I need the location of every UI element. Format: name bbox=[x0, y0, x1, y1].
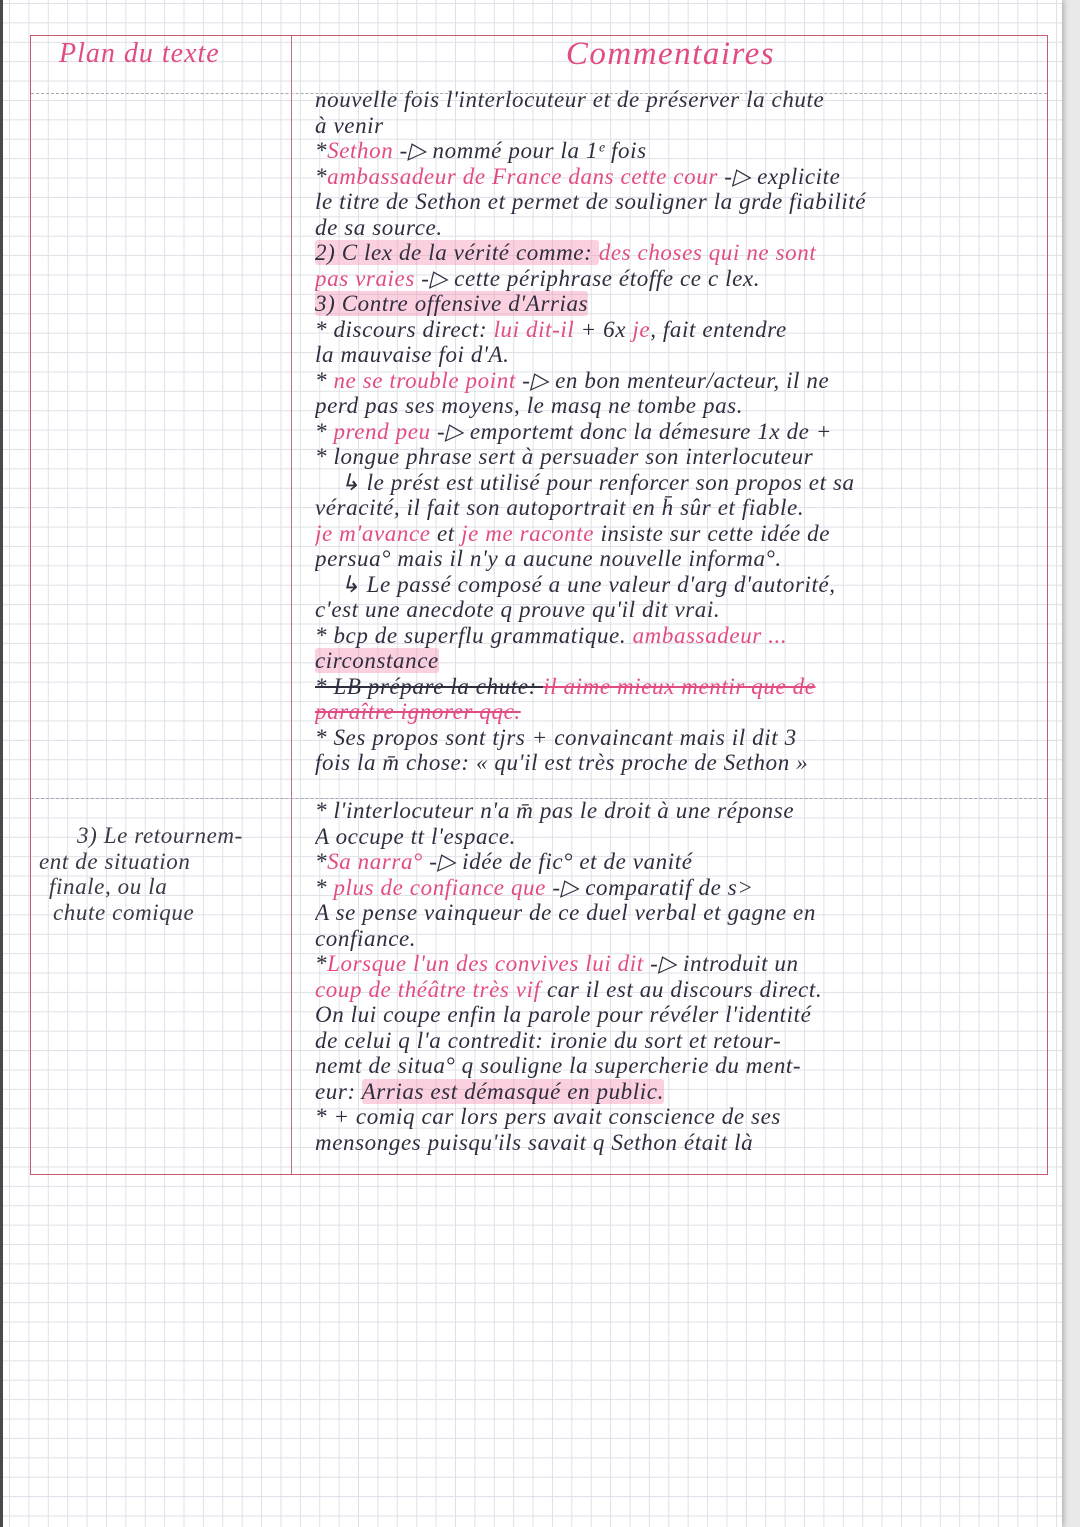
note-line bbox=[315, 725, 1043, 751]
note-line bbox=[315, 798, 1043, 824]
note-line bbox=[315, 521, 1043, 547]
pink-ink-text: je me raconte bbox=[461, 520, 595, 546]
ink-text: , fait entendre bbox=[650, 316, 787, 342]
note-line bbox=[315, 138, 1043, 164]
ink-text: insiste sur cette idée de bbox=[594, 520, 831, 546]
pink-ink-text: plus de confiance que bbox=[333, 874, 546, 900]
note-line bbox=[315, 1104, 1043, 1130]
struck-text: paraître ignorer qqc. bbox=[315, 699, 521, 724]
ink-text: ↳ Le passé composé a une valeur d'arg d'autorité, bbox=[315, 571, 836, 597]
note-line bbox=[315, 977, 1043, 1003]
ink-text: ↳ le prést est utilisé pour renforcer son propos et sa bbox=[315, 469, 855, 495]
ink-text: + 6x bbox=[574, 316, 633, 342]
ink-text: * bbox=[315, 951, 328, 976]
note-line bbox=[315, 674, 1043, 700]
ink-text: perd pas ses moyens, le masq ne tombe pas. bbox=[315, 393, 744, 418]
section-2-plan bbox=[39, 823, 287, 925]
pink-ink-text: pas vraies bbox=[315, 265, 415, 291]
struck-text: il aime mieux mentir que de bbox=[543, 673, 816, 699]
ink-text: nemt de situa° q souligne la supercherie du ment- bbox=[315, 1053, 802, 1078]
ink-text: véracité, il fait son autoportrait en h̄ sûr et fiable. bbox=[315, 495, 805, 520]
note-line bbox=[315, 317, 1043, 343]
pink-ink-text: Sethon bbox=[327, 138, 394, 163]
ink-text: à venir bbox=[315, 112, 384, 138]
pink-ink-text: je m'avance bbox=[315, 520, 431, 546]
pink-ink-text: Sa narra° bbox=[327, 849, 423, 874]
note-line bbox=[315, 495, 1043, 521]
comments-column-header: Commentaires bbox=[565, 36, 776, 72]
ink-text: et bbox=[430, 520, 462, 546]
note-line bbox=[315, 824, 1043, 850]
note-line bbox=[315, 648, 1043, 674]
pink-ink-text: ne se trouble point bbox=[333, 367, 516, 393]
plan-line: ent de situation bbox=[39, 848, 191, 874]
ink-text: confiance. bbox=[315, 925, 417, 951]
pink-ink-text: prend peu bbox=[333, 418, 431, 444]
ink-text: c'est une anecdote q prouve qu'il dit vrai. bbox=[315, 597, 721, 622]
column-divider bbox=[291, 36, 292, 1174]
note-line bbox=[315, 419, 1043, 445]
note-line bbox=[315, 926, 1043, 952]
highlighted-text: 3) Contre offensive d'Arrias bbox=[315, 291, 589, 316]
ink-text: le titre de Sethon et permet de souligner la grde fiabilité bbox=[315, 189, 867, 214]
plan-column-header: Plan du texte bbox=[59, 38, 220, 69]
ink-text: eur: bbox=[315, 1078, 362, 1104]
note-line bbox=[315, 87, 1043, 113]
highlighted-text: circonstance bbox=[315, 648, 439, 673]
highlighted-text: 2) C lex de la vérité comme: bbox=[315, 240, 599, 265]
ink-text: -▷ idée de fic° et de vanité bbox=[422, 849, 693, 874]
ink-text: * + comiq car lors pers avait conscience de ses bbox=[315, 1104, 781, 1129]
ink-text: de celui q l'a contredit: ironie du sort et retour- bbox=[315, 1027, 782, 1053]
note-line bbox=[315, 291, 1043, 317]
ink-text: * bbox=[315, 138, 328, 163]
ink-text: -▷ nommé pour la 1ᵉ fois bbox=[393, 138, 647, 163]
section-1-comments bbox=[315, 87, 1043, 776]
ink-text: la mauvaise foi d'A. bbox=[315, 342, 510, 367]
note-line bbox=[315, 1028, 1043, 1054]
note-line bbox=[315, 1079, 1043, 1105]
note-line bbox=[315, 164, 1043, 190]
note-line bbox=[315, 444, 1043, 470]
note-line bbox=[315, 699, 1043, 725]
ink-text: -▷ comparatif de s> bbox=[545, 874, 754, 900]
ink-text: * bbox=[315, 163, 328, 189]
ink-text: * bbox=[315, 874, 334, 900]
ink-text: -▷ introduit un bbox=[643, 951, 799, 976]
ink-text: * bcp de superflu grammatique. bbox=[315, 622, 633, 648]
note-line bbox=[315, 1053, 1043, 1079]
ink-text: A se pense vainqueur de ce duel verbal et gagne en bbox=[315, 900, 816, 925]
ink-text: -▷ emportemt donc la démesure 1x de + bbox=[430, 418, 832, 444]
note-line bbox=[315, 900, 1043, 926]
ink-text: * Ses propos sont tjrs + convaincant mais il dit 3 bbox=[315, 724, 797, 750]
ink-text: A occupe tt l'espace. bbox=[315, 823, 517, 849]
highlighted-text: Arrias est démasqué en public. bbox=[361, 1078, 664, 1104]
ink-text: persua° mais il n'y a aucune nouvelle informa°. bbox=[315, 546, 782, 571]
ink-text: car il est au discours direct. bbox=[540, 976, 823, 1002]
plan-line: chute comique bbox=[53, 899, 195, 925]
note-line bbox=[315, 470, 1043, 496]
note-line bbox=[315, 875, 1043, 901]
note-line bbox=[315, 750, 1043, 776]
note-line bbox=[315, 597, 1043, 623]
ink-text: * longue phrase sert à persuader son interlocuteur bbox=[315, 444, 814, 469]
note-line bbox=[315, 113, 1043, 139]
ink-text: On lui coupe enfin la parole pour révéler l'identité bbox=[315, 1002, 812, 1027]
note-line bbox=[315, 849, 1043, 875]
ink-text: -▷ cette périphrase étoffe ce c lex. bbox=[414, 265, 761, 291]
ink-text: nouvelle fois l'interlocuteur et de préserver la chute bbox=[315, 87, 825, 112]
note-line bbox=[315, 572, 1043, 598]
ink-text: * bbox=[315, 418, 334, 444]
ink-text: de sa source. bbox=[315, 214, 443, 240]
note-line bbox=[315, 342, 1043, 368]
note-line bbox=[315, 393, 1043, 419]
note-line bbox=[315, 1002, 1043, 1028]
pink-ink-text: ambassadeur de France dans cette cour bbox=[327, 163, 718, 189]
note-line bbox=[315, 215, 1043, 241]
pink-ink-text: coup de théâtre très vif bbox=[315, 976, 541, 1002]
ink-text: -▷ explicite bbox=[717, 163, 841, 189]
note-line bbox=[315, 240, 1043, 266]
pink-ink-text: je bbox=[632, 316, 651, 342]
pink-ink-text: des choses qui ne sont bbox=[598, 240, 817, 265]
note-line bbox=[315, 623, 1043, 649]
note-line bbox=[315, 189, 1043, 215]
note-line bbox=[315, 546, 1043, 572]
note-line bbox=[315, 951, 1043, 977]
ink-text: * bbox=[315, 849, 328, 874]
struck-text: * LB prépare la chute: bbox=[315, 673, 544, 699]
section-2-comments bbox=[315, 798, 1043, 1155]
pink-ink-text: Lorsque l'un des convives lui dit bbox=[327, 951, 644, 976]
ink-text: * bbox=[315, 367, 334, 393]
plan-line: 3) Le retournem- bbox=[77, 823, 243, 848]
ink-text: * l'interlocuteur n'a m̄ pas le droit à une réponse bbox=[315, 798, 795, 823]
plan-line: finale, ou la bbox=[49, 874, 168, 899]
ink-text: mensonges puisqu'ils savait q Sethon était là bbox=[315, 1129, 754, 1155]
note-line bbox=[315, 368, 1043, 394]
ink-text: * discours direct: bbox=[315, 316, 494, 342]
ink-text: fois la m̄ chose: « qu'il est très proche de Sethon » bbox=[315, 750, 809, 775]
note-line bbox=[315, 266, 1043, 292]
ink-text: -▷ en bon menteur/acteur, il ne bbox=[515, 367, 830, 393]
note-line bbox=[315, 1130, 1043, 1156]
pink-ink-text: lui dit-il bbox=[493, 316, 575, 342]
pink-ink-text: ambassadeur ... bbox=[632, 622, 788, 648]
